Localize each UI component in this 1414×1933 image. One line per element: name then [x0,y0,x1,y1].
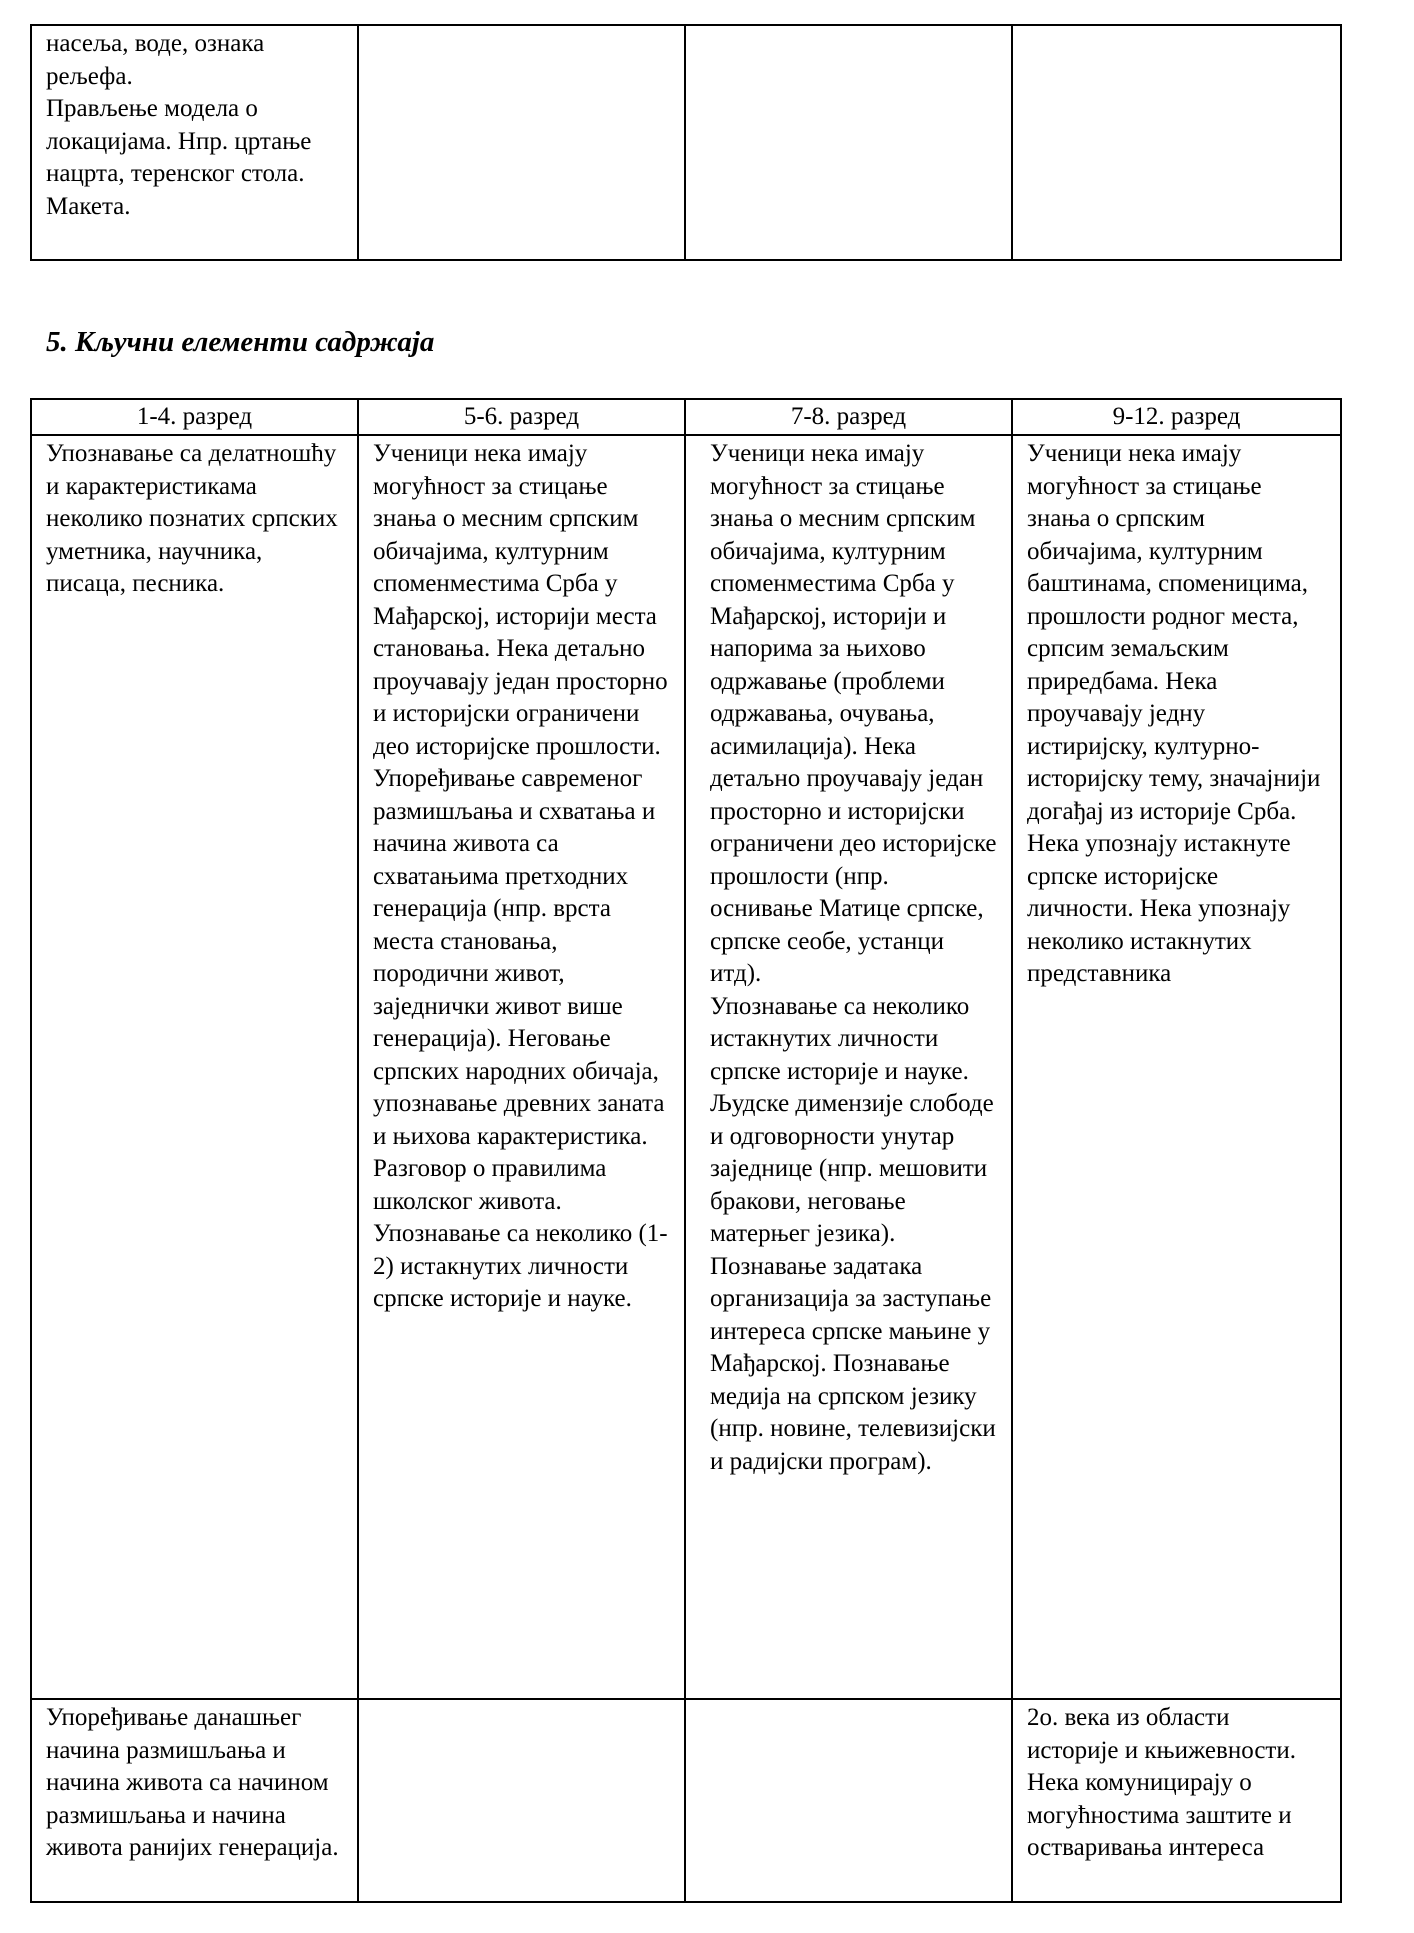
table-row [31,1699,1341,1902]
table-cell: Упознавање са делатношћу и карактеристикама неколико познатих српских уметника, научника, писаца, песника. [31,435,358,1699]
table-cell: Ученици нека имају могућност за стицање знања о месним српским обичајима, културним споменместима Срба у Мађарској, историји места становања. Нека детаљно проучавају један просторно и историјски ограничени део историјске прошлости. Упоређивање савременог размишљања и схватања и начина живота са схватањима претходних генерација (нпр. врста места становања, породични живот, заједнички живот више генерација). Неговање српских народних обичаја, упознавање древних заната и њихова карактеристика. Разговор о правилима школског живота. Упознавање са неколико (1-2) истакнутих личности српске историје и науке. [358,435,685,1699]
table-cell [358,25,685,260]
table-header-row [31,399,1341,435]
table-cell [685,25,1012,260]
table-cell: Ученици нека имају могућност за стицање знања о месним српским обичајима, културним споменместима Срба у Мађарској, историји и напорима за њихово одржавање (проблеми одржавања, очувања, асимилација). Нека детаљно проучавају један просторно и историјски ограничени део историјске прошлости (нпр. оснивање Матице српске, српске сеобе, устанци итд). Упознавање са неколико истакнутих личности српске историје и науке. Људске димензије слободе и одговорности унутар заједнице (нпр. мешовити бракови, неговање матерњег језика). Познавање задатака организација за заступање интереса српске мањине у Мађарској. Познавање медија на српском језику (нпр. новине, телевизијски и радијски програм). [685,435,1012,1699]
table-cell [1012,25,1341,260]
table-row [31,25,1341,260]
table-cell: Упоређивање данашњег начина размишљања и начина живота са начином размишљања и начина живота ранијих генерација. [31,1699,358,1902]
section-heading: 5. Кључни елементи садржаја [46,326,435,358]
column-header: 1-4. разред [31,399,358,435]
table-row [31,435,1341,1699]
table-cell: 2о. века из области историје и књижевности. Нека комуницирају о могућностима заштите и остваривања интереса [1012,1699,1341,1902]
column-header: 9-12. разред [1012,399,1341,435]
table-cell: Ученици нека имају могућност за стицање знања о српским обичајима, културним баштинама, споменицима, прошлости родног места, српсим земаљским приредбама. Нека проучавају једну истиријску, културно-историјску тему, значајнији догађај из историје Срба. Нека упознају истакнуте српске историјске личности. Нека упознају неколико истакнутих представника [1012,435,1341,1699]
continued-table [30,24,1342,261]
content-elements-table [30,398,1342,1903]
table-cell [685,1699,1012,1902]
table-cell [358,1699,685,1902]
column-header: 5-6. разред [358,399,685,435]
column-header: 7-8. разред [685,399,1012,435]
table-cell: насеља, воде, ознака рељефа. Прављење модела о локацијама. Нпр. цртање нацрта, теренског стола. Макета. [31,25,358,260]
